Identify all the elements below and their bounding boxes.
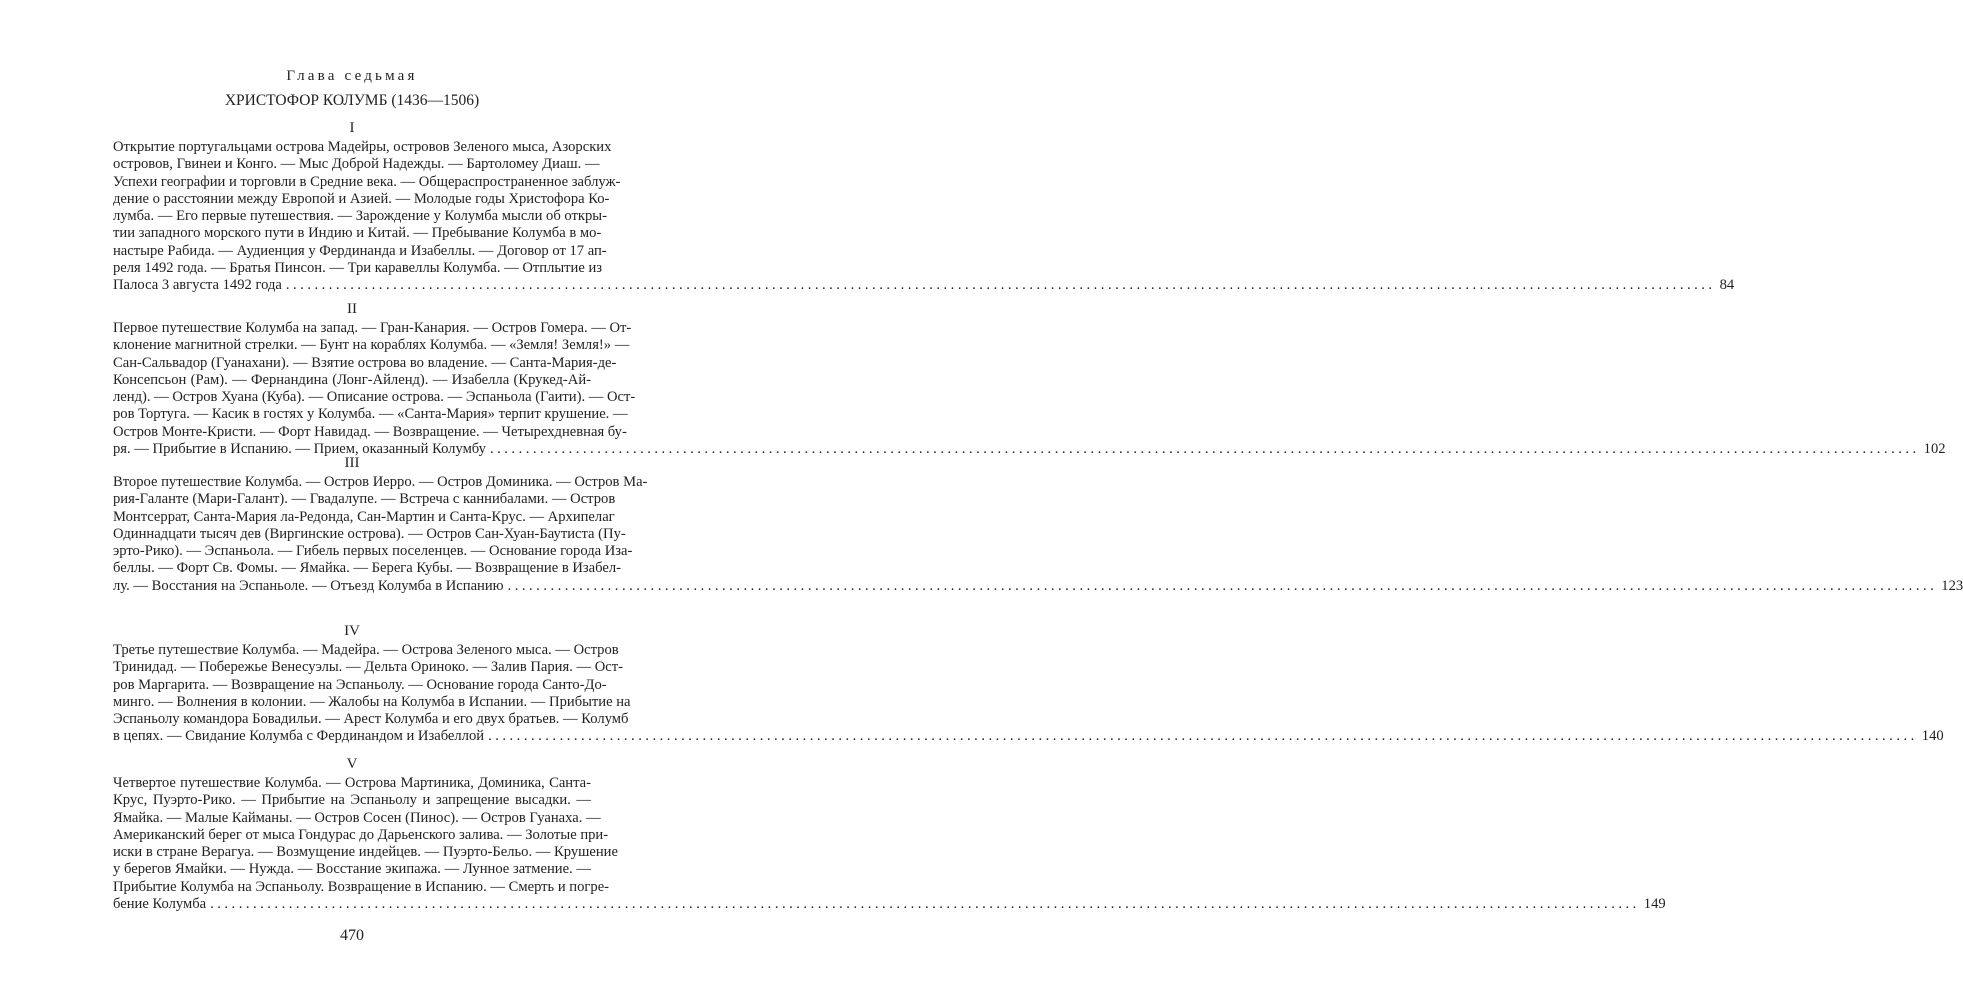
toc-page-ref: 123 — [1941, 577, 1963, 594]
chapter-title: ХРИСТОФОР КОЛУМБ (1436—1506) — [224, 92, 480, 109]
toc-line: ленд). — Остров Хуана (Куба). — Описание острова. — Эспаньола (Гаити). — Ост- — [113, 389, 636, 406]
toc-page-ref: 102 — [1923, 441, 1946, 458]
toc-line: беллы. — Форт Св. Фомы. — Ямайка. — Берега Кубы. — Возвращение в Изабел- — [113, 560, 622, 577]
toc-line-text: бение Колумба — [113, 896, 207, 913]
toc-line: Одиннадцати тысяч дев (Виргинские острова). — Остров Сан-Хуан-Баутиста (Пу- — [113, 525, 626, 542]
toc-line: Монтсеррат, Санта-Мария ла-Редонда, Сан-Мартин и Санта-Крус. — Архипелаг — [113, 508, 615, 525]
toc-line: Четвертое путешествие Колумба. — Острова Мартиника, Доминика, Санта- — [113, 775, 591, 791]
toc-page-ref: 140 — [1921, 728, 1944, 745]
toc-line: Эспаньолу командора Бовадильи. — Арест Колумба и его двух братьев. — Колумб — [113, 711, 629, 728]
toc-line-text: лу. — Восстания на Эспаньоле. — Отъезд Колумба в Испанию — [113, 577, 504, 594]
section-numeral: I — [349, 120, 355, 136]
toc-line: Первое путешествие Колумба на запад. — Гран-Канария. — Остров Гомера. — От- — [113, 320, 632, 336]
toc-line: Остров Монте-Кристи. — Форт Навидад. — Возвращение. — Четырехдневная бу- — [113, 423, 627, 440]
toc-line: Консепсьон (Рам). — Фернандина (Лонг-Айленд). — Изабелла (Крукед-Ай- — [113, 371, 591, 388]
toc-last-line — [113, 896, 1666, 913]
toc-page-ref: 84 — [1719, 277, 1735, 294]
toc-line: тии западного морского пути в Индию и Китай. — Пребывание Колумба в мо- — [113, 225, 602, 242]
toc-line: Открытие португальцами острова Мадейры, островов Зеленого мыса, Азорских — [113, 139, 612, 155]
toc-line-text: Палоса 3 августа 1492 года — [113, 277, 282, 294]
toc-line: дение о расстоянии между Европой и Азией. — Молодые годы Христофора Ко- — [113, 190, 610, 207]
toc-line: Крус, Пуэрто-Рико. — Прибытие на Эспаньолу и запрещение высадки. — — [113, 792, 591, 809]
toc-line: Американский берег от мыса Гондурас до Дарьенского залива. — Золотые при- — [113, 826, 609, 843]
toc-line: у берегов Ямайки. — Нужда. — Восстание экипажа. — Лунное затмение. — — [113, 861, 591, 878]
toc-line: реля 1492 года. — Братья Пинсон. — Три каравеллы Колумба. — Отплытие из — [113, 260, 603, 277]
toc-last-line — [113, 277, 1735, 294]
section-entry — [113, 775, 1666, 913]
toc-line: клонение магнитной стрелки. — Бунт на кораблях Колумба. — «Земля! Земля!» — — [113, 337, 630, 354]
toc-line-text: ря. — Прибытие в Испанию. — Прием, оказанный Колумбу — [113, 441, 486, 458]
toc-line: ров Маргарита. — Возвращение на Эспаньолу. — Основание города Санто-До- — [113, 676, 607, 693]
section-numeral: II — [347, 301, 357, 317]
leader-dots: ........................................................................................................................................................................................................ — [488, 728, 1918, 745]
toc-line: ров Тортуга. — Касик в гостях у Колумба. — «Санта-Мария» терпит крушение. — — [113, 406, 628, 423]
toc-line: Успехи географии и торговли в Средние века. — Общераспространенное заблуж- — [113, 173, 621, 190]
toc-line: Второе путешествие Колумба. — Остров Иерро. — Остров Доминика. — Остров Ма- — [113, 474, 648, 490]
toc-line: лумба. — Его первые путешествия. — Зарождение у Колумба мысли об откры- — [113, 208, 607, 225]
page-number: 470 — [340, 927, 364, 944]
toc-line: Прибытие Колумба на Эспаньолу. Возвращение в Испанию. — Смерть и погре- — [113, 878, 610, 895]
toc-page-ref: 149 — [1643, 896, 1666, 913]
toc-line: минго. — Волнения в колонии. — Жалобы на Колумба в Испании. — Прибытие на — [113, 693, 631, 710]
toc-last-line — [113, 728, 1944, 745]
toc-line: Сан-Сальвадор (Гуанахани). — Взятие острова во владение. — Санта-Мария-де- — [113, 354, 617, 371]
toc-line: иски в стране Верагуа. — Возмущение индейцев. — Пуэрто-Бельо. — Крушение — [113, 844, 618, 861]
section-numeral: V — [346, 756, 358, 772]
toc-line: Третье путешествие Колумба. — Мадейра. — Острова Зеленого мыса. — Остров — [113, 642, 619, 658]
section-entry — [113, 139, 1735, 295]
toc-line: Ямайка. — Малые Кайманы. — Остров Сосен (Пинос). — Остров Гуанаха. — — [113, 809, 601, 826]
section-entry — [113, 320, 1946, 458]
chapter-label: Глава седьмая — [286, 68, 418, 84]
leader-dots: ........................................................................................................................................................................................................ — [285, 277, 1716, 294]
leader-dots: ........................................................................................................................................................................................................ — [489, 441, 1920, 458]
toc-line-text: в цепях. — Свидание Колумба с Фердинандом и Изабеллой — [113, 728, 485, 745]
toc-line: эрто-Рико). — Эспаньола. — Гибель первых поселенцев. — Основание города Иза- — [113, 543, 633, 560]
toc-line: Тринидад. — Побережье Венесуэлы. — Дельта Ориноко. — Залив Пария. — Ост- — [113, 659, 623, 676]
section-entry — [113, 474, 1963, 595]
section-entry — [113, 642, 1944, 746]
toc-line: настыре Рабида. — Аудиенция у Фердинанда и Изабеллы. — Договор от 17 ап- — [113, 242, 607, 259]
leader-dots: ........................................................................................................................................................................................................ — [210, 896, 1640, 913]
section-numeral: IV — [344, 623, 360, 639]
toc-line: островов, Гвинеи и Конго. — Мыс Доброй Надежды. — Бартоломеу Диаш. — — [113, 156, 600, 173]
leader-dots: ........................................................................................................................................................................................................ — [507, 577, 1938, 594]
toc-line: рия-Галанте (Мари-Галант). — Гвадалупе. — Встреча с каннибалами. — Остров — [113, 491, 616, 508]
toc-last-line — [113, 577, 1963, 595]
section-numeral: III — [344, 455, 360, 471]
